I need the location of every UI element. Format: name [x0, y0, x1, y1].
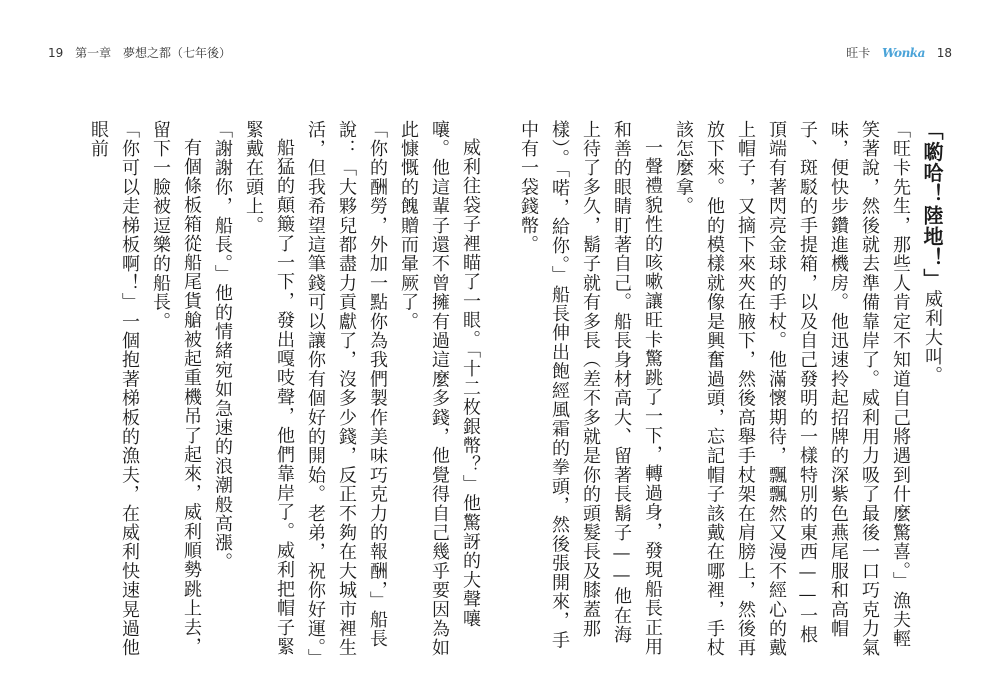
paragraph: 威利往袋子裡瞄了一眼。「十二枚銀幣？」他驚訝的大聲嚷嚷。他這輩子還不曾擁有過這麼多錢，他覺得自己幾乎要因為如此慷慨的餽贈而暈厥了。	[398, 120, 481, 658]
paragraph: 「你的酬勞，外加一點你為我們製作美味巧克力的報酬，」船長說：「大夥兒都盡力貢獻了，沒多少錢，反正不夠在大城市裡生活，但我希望這筆錢可以讓你有個好的開始。老弟，祝你好運。」	[305, 120, 388, 668]
wonka-logo: Wonka	[882, 46, 925, 60]
paragraph: 船猛的顛簸了一下，發出嘎吱聲，他們靠岸了。威利把帽子緊緊戴在頭上。	[243, 120, 295, 657]
page-number: 19	[48, 46, 64, 60]
paragraph: 「你可以走梯板啊！」一個抱著梯板的漁夫，在威利快速晃過他眼前	[88, 120, 140, 658]
chapter-label: 第一章	[75, 46, 112, 60]
paragraph: 有個條板箱從船尾貨艙被起重機吊了起來，威利順勢跳上去，留下一臉被逗樂的船長。	[150, 120, 202, 657]
book-title: 旺卡	[846, 46, 871, 60]
paragraph: 「旺卡先生，那些人肯定不知道自己將遇到什麼驚喜。」漁夫輕笑著說，然後就去準備靠岸了。威利用力吸了最後一口巧克力氣味，便快步鑽進機房。他迅速拎起招牌的深紫色燕尾服和高帽子、斑駁的手提箱，以及自己發明的一樣特別的東西——一根頂端有著閃亮金球的手杖。他滿懷期待，飄飄然又漫不經心的戴上帽子，又摘下來夾在腋下，然後高舉手杖架在肩膀上，然後再放下來。他的模樣就像是興奮過頭，忘記帽子該戴在哪裡，手杖該怎麼拿。	[673, 120, 911, 658]
shout-text: 「喲哈！陸地！」	[920, 120, 944, 290]
chapter-title: 夢想之都（七年後）	[122, 46, 231, 60]
right-page-body	[518, 120, 948, 660]
right-page-header	[842, 44, 956, 61]
paragraph	[916, 120, 948, 660]
left-page-body	[54, 120, 486, 668]
paragraph: 「謝謝你，船長。」他的情緒宛如急速的浪潮般高漲。	[212, 120, 233, 572]
left-page-header	[44, 44, 235, 61]
paragraph-tail: 威利大叫。	[922, 289, 943, 386]
paragraph: 一聲禮貌性的咳嗽讓旺卡驚跳了一下，轉過身，發現船長正用和善的眼睛盯著自己。船長身材高大、留著長鬍子——他在海上待了多久，鬍子就有多長（差不多就是你的頭髮長及膝蓋那樣）。「喏，給你。」船長伸出飽經風霜的拳頭，然後張開來，手中有一袋錢幣。	[518, 120, 663, 657]
right-page	[500, 0, 1000, 690]
page-number: 18	[936, 46, 952, 60]
